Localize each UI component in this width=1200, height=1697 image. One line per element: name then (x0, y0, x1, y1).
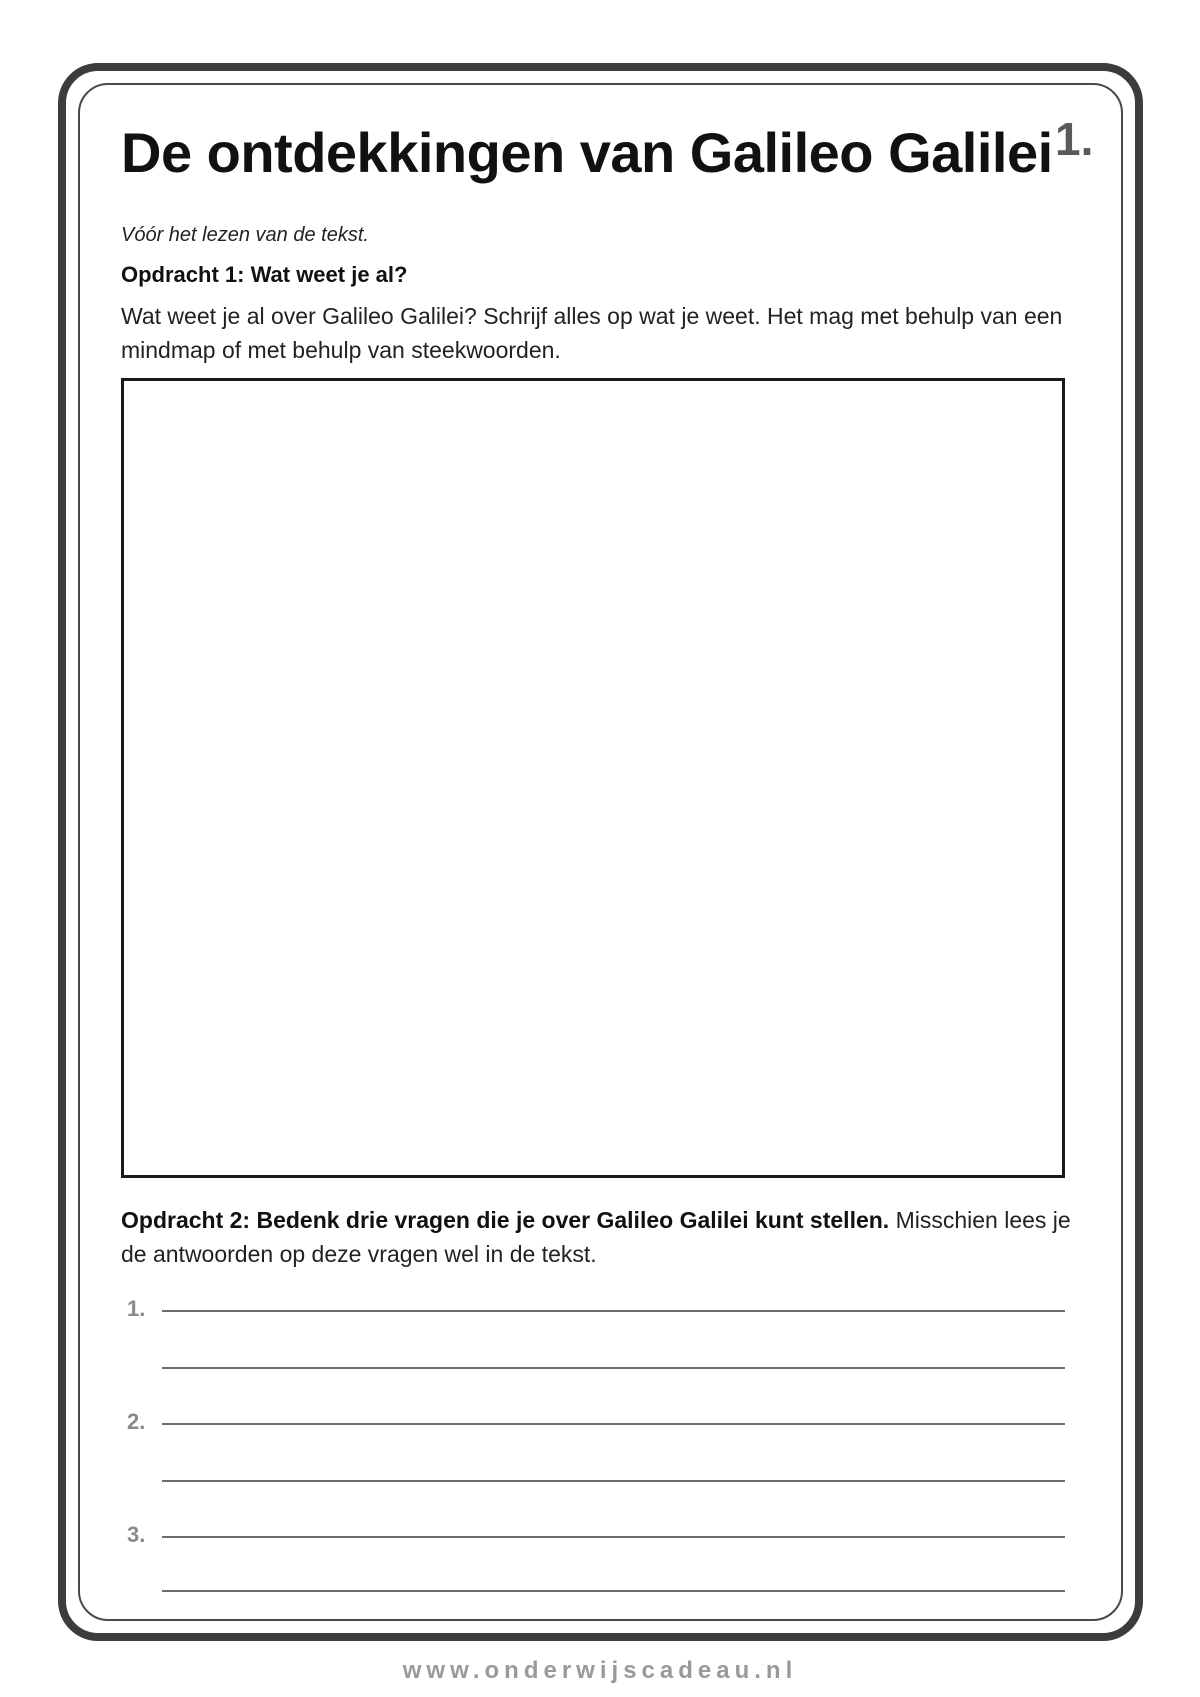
question-number-3: 3. (127, 1522, 146, 1547)
task1-instructions: Wat weet je al over Galileo Galilei? Schrijf alles op wat je weet. Het mag met behulp van een mindmap of met behulp van steekwoorden. (121, 303, 1063, 363)
answer-line-2b[interactable] (162, 1480, 1065, 1482)
task1-heading: Opdracht 1: Wat weet je al? (121, 262, 408, 287)
footer-website: www.onderwijscadeau.nl (402, 1657, 798, 1684)
answer-line-1b[interactable] (162, 1367, 1065, 1369)
page-number: 1. (1055, 113, 1094, 165)
answer-line-1a[interactable] (162, 1310, 1065, 1312)
task2-block (121, 1203, 1096, 1271)
intro-text: Vóór het lezen van de tekst. (121, 224, 369, 246)
question-number-2: 2. (127, 1409, 146, 1434)
page-title: De ontdekkingen van Galileo Galilei (121, 121, 1053, 184)
answer-line-2a[interactable] (162, 1423, 1065, 1425)
question-number-1: 1. (127, 1296, 146, 1321)
answer-line-3b[interactable] (162, 1590, 1065, 1592)
task2-heading: Opdracht 2: Bedenk drie vragen die je over Galileo Galilei kunt stellen. (121, 1207, 890, 1233)
task2-instructions: Misschien lees je de antwoorden op deze vragen wel in de tekst. (121, 1207, 1071, 1267)
answer-line-3a[interactable] (162, 1536, 1065, 1538)
mindmap-answer-box[interactable] (121, 378, 1065, 1178)
